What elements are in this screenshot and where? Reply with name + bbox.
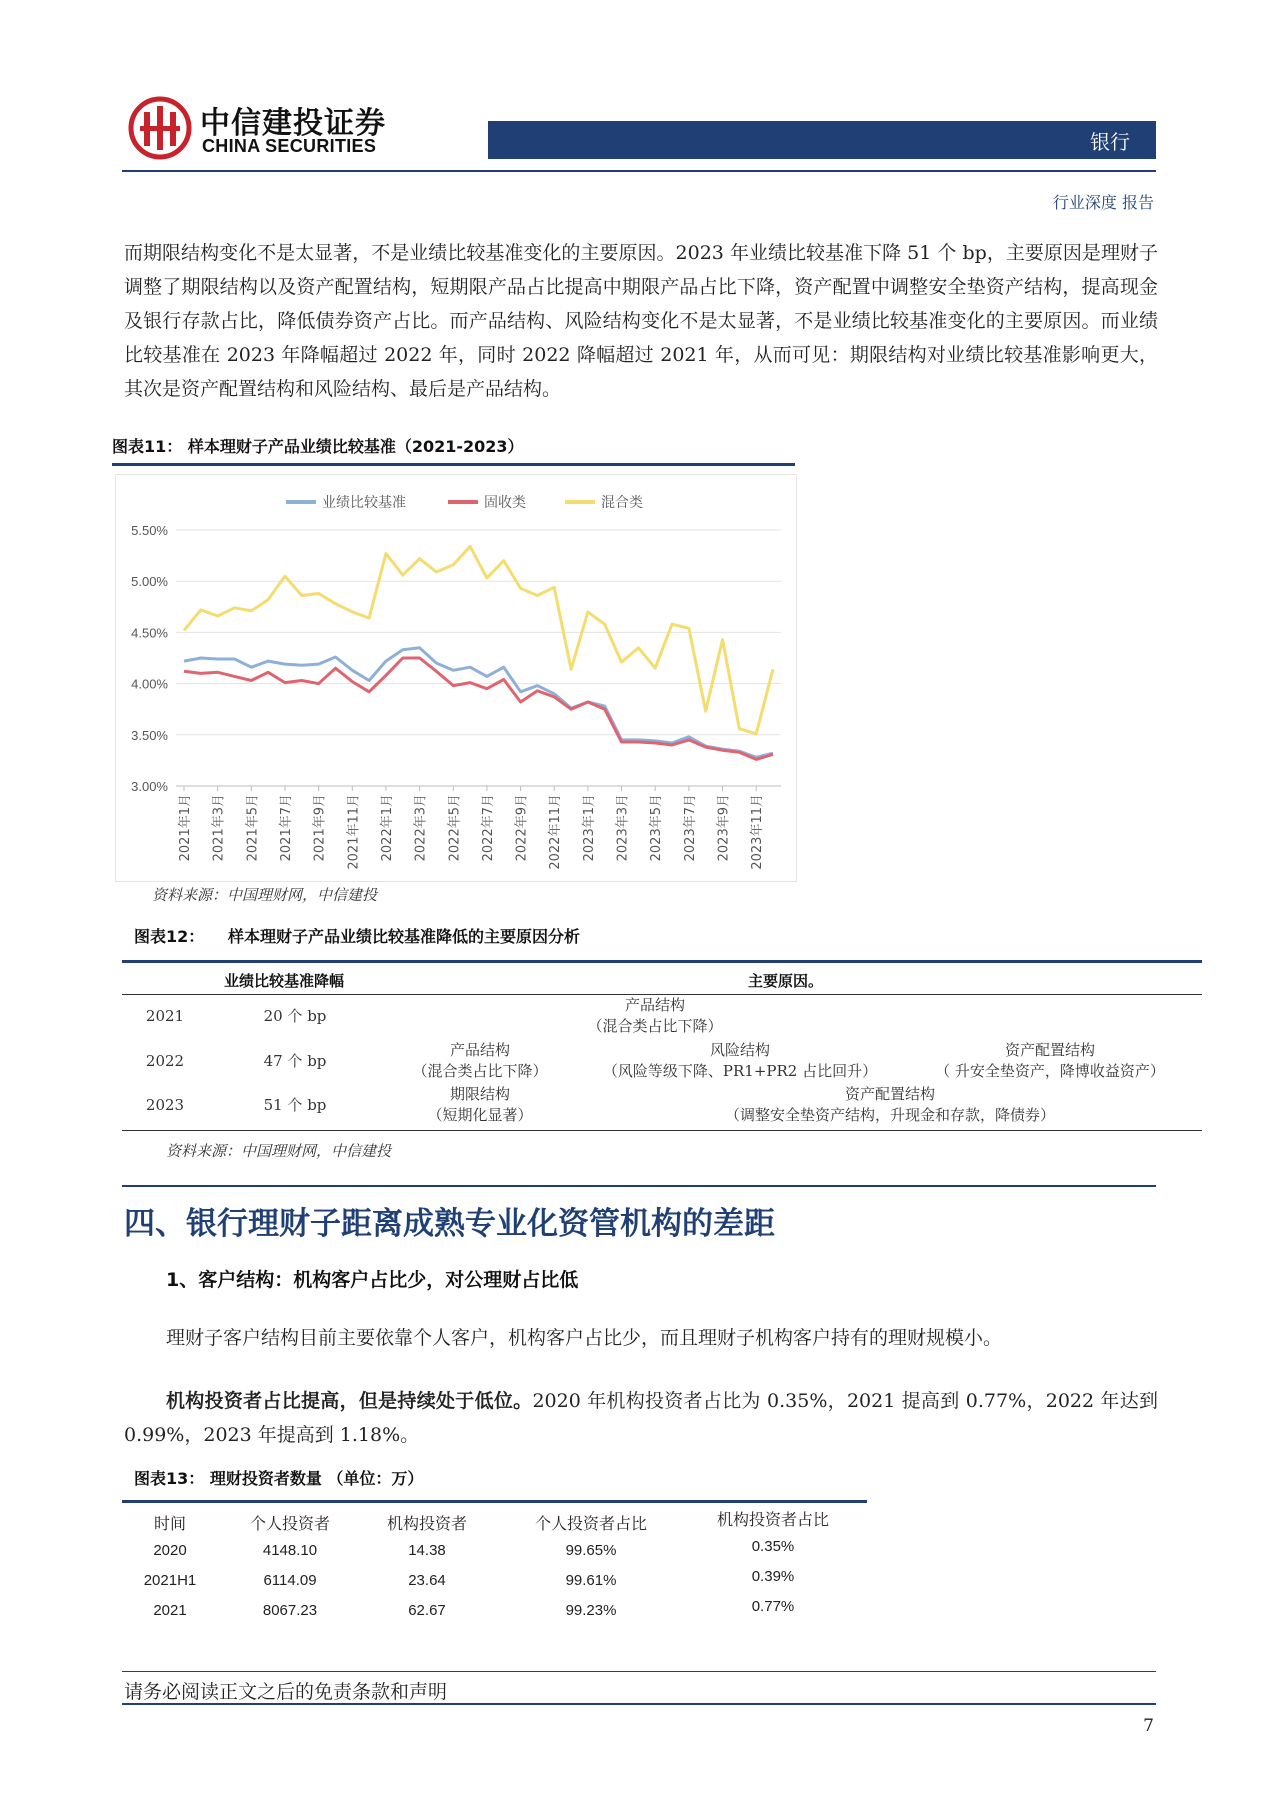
figure13-cell: 23.64 — [408, 1572, 446, 1589]
section-divider — [122, 1185, 1156, 1187]
line-chart — [116, 475, 796, 881]
figure12-col-reason-header: 主要原因。 — [748, 972, 824, 990]
figure13-caption: 图表13： 理财投资者数量 （单位：万） — [134, 1469, 424, 1488]
figure12-bottom-rule — [122, 1130, 1202, 1131]
figure13-cell: 2021 — [153, 1602, 187, 1619]
x-tick-label: 2023年5月 — [649, 794, 665, 862]
figure13-cell: 8067.23 — [262, 1602, 318, 1619]
figure11-rule — [112, 463, 795, 466]
y-tick-label: 4.50% — [131, 625, 168, 641]
x-tick-label: 2021年7月 — [278, 794, 294, 862]
figure13-cell: 0.35% — [751, 1538, 795, 1555]
x-tick-label: 2022年5月 — [447, 794, 463, 862]
figure12-caption-label: 图表12： — [134, 927, 205, 946]
legend-label: 业绩比较基准 — [322, 495, 406, 511]
sector-label: 银行 — [1090, 130, 1130, 154]
figure13-header-individual-share: 个人投资者占比 — [534, 1514, 647, 1533]
intro-paragraph: 而期限结构变化不是太显著，不是业绩比较基准变化的主要原因。2023 年业绩比较基准下降 51 个 bp，主要原因是理财子调整了期限结构以及资产配置结构，短期限产品占比提高中期限产品占比下降，资产配置中调整安全垫资产结构，提高现金及银行存款占比，降低债券资产占比。而产品结构、风险结构变化不是太显著，不是业绩比较基准变化的主要原因。而业绩比较基准在 2023 年降幅超过 2022 年，同时 2022 降幅超过 2021 年，从而可见：期限结构对业绩比较基准影响更大，其次是资产配置结构和风险结构、最后是产品结构。 — [124, 242, 1158, 400]
figure13-cell: 0.77% — [751, 1598, 795, 1615]
x-tick-label: 2021年11月 — [346, 794, 362, 870]
figure12-reason-cell: 资产配置结构 （ 升安全垫资产，降博收益资产） — [935, 1041, 1165, 1080]
paragraph-text: 2020 年机构投资者占比为 0.35%，2021 提高到 0.77%，2022 年达到 0.99%，2023 年提高到 1.18%。 — [124, 1390, 1158, 1446]
subsection-title: 1、客户结构：机构客户占比少，对公理财占比低 — [166, 1269, 579, 1291]
figure13-header-time: 时间 — [153, 1514, 186, 1533]
x-tick-label: 2021年5月 — [245, 794, 261, 862]
figure12-year-cell: 2022 — [145, 1052, 185, 1070]
figure13-top-rule — [122, 1500, 867, 1503]
figure12-reason-cell: 资产配置结构 （调整安全垫资产结构，升现金和存款，降债券） — [724, 1085, 1055, 1124]
x-tick-label: 2022年9月 — [514, 794, 530, 862]
x-tick-label: 2022年3月 — [413, 794, 429, 862]
figure12-reason-cell: 产品结构 （混合类占比下降） — [412, 1041, 548, 1080]
figure12-drop-cell: 51 个 bp — [263, 1096, 327, 1114]
figure12-reason-cell: 风险结构 （风险等级下降、PR1+PR2 占比回升） — [602, 1041, 878, 1080]
figure12-year-cell: 2023 — [145, 1096, 185, 1114]
figure12-reason-cell: 产品结构 （混合类占比下降） — [587, 996, 723, 1035]
disclaimer-notice: 请务必阅读正文之后的免责条款和声明 — [124, 1681, 448, 1703]
figure12-caption-title: 样本理财子产品业绩比较基准降低的主要原因分析 — [228, 927, 581, 946]
x-tick-label: 2021年9月 — [312, 794, 328, 862]
section-paragraph-2 — [124, 1384, 1158, 1452]
figure13-cell: 6114.09 — [263, 1572, 317, 1589]
legend-label: 混合类 — [601, 495, 643, 511]
figure13-header-institutional: 机构投资者 — [386, 1514, 467, 1533]
x-tick-label: 2023年7月 — [682, 794, 698, 862]
paragraph-emphasis: 机构投资者占比提高，但是持续处于低位。 — [166, 1390, 533, 1412]
figure13-cell: 0.39% — [751, 1568, 795, 1585]
company-logo — [128, 96, 428, 168]
y-tick-label: 4.00% — [131, 676, 168, 692]
figure13-cell: 62.67 — [408, 1602, 446, 1619]
figure11-chart — [115, 474, 797, 882]
figure13-cell: 99.65% — [565, 1542, 617, 1559]
figure13-header-institutional-share: 机构投资者占比 — [716, 1510, 829, 1529]
y-tick-label: 3.50% — [131, 727, 168, 743]
x-tick-label: 2023年11月 — [750, 794, 766, 870]
x-tick-label: 2022年1月 — [379, 794, 395, 862]
report-type: 行业深度 报告 — [1052, 193, 1154, 212]
figure13-cell: 2021H1 — [143, 1572, 197, 1589]
sector-banner — [488, 121, 1156, 159]
x-tick-label: 2021年1月 — [178, 794, 193, 862]
figure13-cell: 4148.10 — [262, 1542, 318, 1559]
figure13-cell: 99.61% — [565, 1572, 617, 1589]
header-divider — [122, 170, 1156, 172]
figure13-header-individual: 个人投资者 — [249, 1514, 330, 1533]
section-title: 四、银行理财子距离成熟专业化资管机构的差距 — [124, 1206, 775, 1242]
x-tick-label: 2022年11月 — [548, 794, 564, 870]
figure12-drop-cell: 47 个 bp — [263, 1052, 327, 1070]
y-tick-label: 5.00% — [131, 574, 168, 590]
footer-divider-top — [122, 1671, 1156, 1672]
x-tick-label: 2023年1月 — [581, 794, 597, 862]
x-tick-label: 2022年7月 — [480, 794, 496, 862]
legend-label: 固收类 — [484, 495, 526, 511]
footer-divider-bottom — [122, 1703, 1156, 1705]
section-paragraph-1: 理财子客户结构目前主要依靠个人客户，机构客户占比少，而且理财子机构客户持有的理财规模小。 — [166, 1327, 1003, 1349]
figure12-year-cell: 2021 — [145, 1007, 185, 1025]
y-tick-label: 5.50% — [131, 523, 168, 538]
figure13-cell: 2020 — [153, 1542, 187, 1559]
logo-english-name: CHINA SECURITIES — [202, 136, 377, 156]
page-number: 7 — [1143, 1716, 1154, 1736]
figure12-drop-cell: 20 个 bp — [263, 1007, 327, 1025]
logo-emblem-icon — [128, 96, 192, 160]
y-tick-label: 3.00% — [131, 779, 168, 794]
series-line — [184, 546, 773, 733]
figure11-caption: 图表11： 样本理财子产品业绩比较基准（2021-2023） — [112, 437, 524, 456]
x-tick-label: 2021年3月 — [211, 794, 227, 862]
figure12-reason-cell: 期限结构 （短期化显著） — [427, 1085, 533, 1124]
x-tick-label: 2023年9月 — [716, 794, 732, 862]
figure12-source: 资料来源：中国理财网，中信建投 — [166, 1142, 392, 1160]
logo-chinese-name: 中信建投证券 — [200, 106, 386, 141]
x-tick-label: 2023年3月 — [615, 794, 631, 862]
figure12-top-rule — [122, 960, 1202, 963]
figure13-cell: 99.23% — [565, 1602, 617, 1619]
figure11-source: 资料来源：中国理财网，中信建投 — [152, 886, 378, 904]
figure12-col-drop-header: 业绩比较基准降幅 — [224, 972, 345, 990]
figure13-cell: 14.38 — [408, 1542, 446, 1559]
